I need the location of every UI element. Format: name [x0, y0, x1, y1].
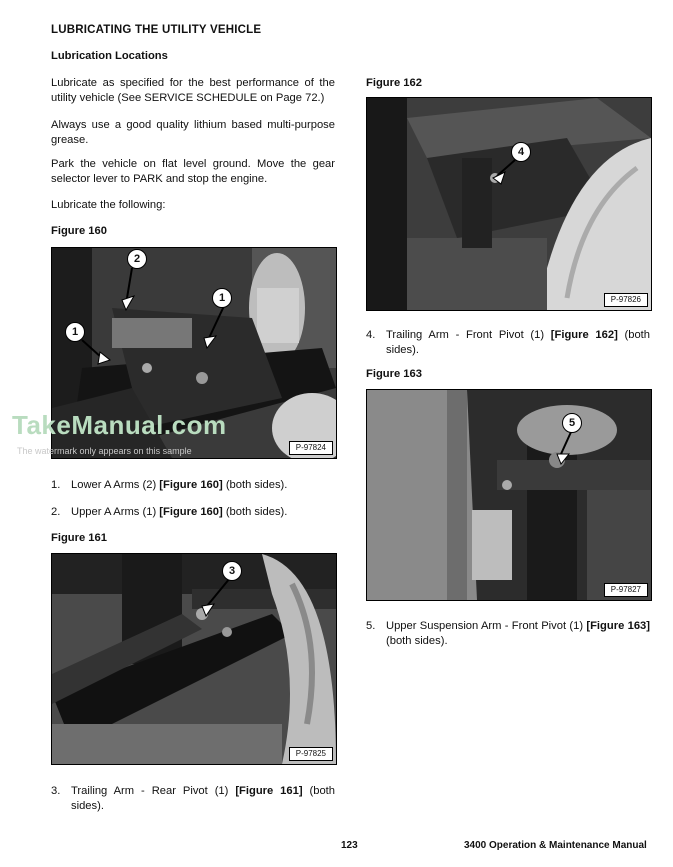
figure-163-illustration: [367, 390, 651, 600]
figure-160-label: Figure 160: [51, 225, 107, 237]
item-2-number: 2.: [51, 506, 61, 518]
item-1-tail: (both sides).: [222, 479, 288, 491]
item-3-tail: (both: [302, 785, 336, 797]
callout-1-lower: 1: [65, 322, 85, 342]
park-line-2: selector lever to PARK and stop the engine.: [51, 172, 268, 185]
lubricate-paragraph: Lubricate the following:: [51, 199, 166, 211]
list-item-1: [51, 478, 335, 493]
callout-2: 2: [127, 249, 147, 269]
callout-4: 4: [511, 142, 531, 162]
item-3-ref: [Figure 161]: [235, 785, 303, 797]
watermark-notice: The watermark only appears on this sample: [17, 446, 192, 456]
page-title: LUBRICATING THE UTILITY VEHICLE: [51, 24, 262, 36]
figure-161-label: Figure 161: [51, 532, 107, 544]
figure-162-photo: [366, 97, 652, 311]
intro-line-2: utility vehicle (See SERVICE SCHEDULE on Page 72.): [51, 91, 325, 104]
list-item-4: [366, 328, 650, 358]
item-5-number: 5.: [366, 620, 376, 632]
item-4-tail: (both: [617, 329, 651, 341]
item-3-number: 3.: [51, 785, 61, 797]
list-item-5: [366, 619, 650, 649]
park-paragraph: [51, 157, 335, 186]
intro-line-1: Lubricate as specified for the best performance of the: [51, 77, 335, 89]
item-4-text: Trailing Arm - Front Pivot (1): [386, 329, 551, 341]
section-subtitle: Lubrication Locations: [51, 50, 168, 62]
callout-3: 3: [222, 561, 242, 581]
figure-162-part-number: P-97826: [604, 293, 648, 307]
manual-title: 3400 Operation & Maintenance Manual: [464, 840, 647, 851]
park-line-1: Park the vehicle on flat level ground. Move the gear: [51, 158, 335, 170]
item-1-text: Lower A Arms (2): [71, 479, 160, 491]
grease-paragraph: [51, 118, 335, 147]
figure-161-photo: [51, 553, 337, 765]
figure-162-illustration: [367, 98, 651, 310]
grease-line-2: grease.: [51, 133, 89, 146]
callout-5: 5: [562, 413, 582, 433]
item-4-tail2: sides).: [386, 343, 419, 356]
item-2-tail: (both sides).: [222, 506, 288, 518]
grease-line-1: Always use a good quality lithium based multi-purpose: [51, 119, 335, 131]
item-2-ref: [Figure 160]: [159, 506, 223, 518]
figure-161-part-number: P-97825: [289, 747, 333, 761]
item-4-number: 4.: [366, 329, 376, 341]
figure-160-part-number: P-97824: [289, 441, 333, 455]
callout-1-upper: 1: [212, 288, 232, 308]
item-5-ref: [Figure 163]: [586, 620, 650, 632]
item-1-ref: [Figure 160]: [159, 479, 223, 491]
item-5-tail2: (both sides).: [386, 634, 448, 647]
watermark-brand: TakeManual.com: [12, 410, 227, 440]
figure-163-label: Figure 163: [366, 368, 422, 380]
item-1-number: 1.: [51, 479, 61, 491]
figure-162-label: Figure 162: [366, 77, 422, 89]
list-item-3: [51, 784, 335, 814]
item-3-text: Trailing Arm - Rear Pivot (1): [71, 785, 236, 797]
item-2-text: Upper A Arms (1): [71, 506, 160, 518]
page-number: 123: [341, 840, 358, 851]
list-item-2: [51, 505, 335, 520]
item-4-ref: [Figure 162]: [550, 329, 618, 341]
intro-paragraph: [51, 76, 335, 105]
figure-163-part-number: P-97827: [604, 583, 648, 597]
item-5-text: Upper Suspension Arm - Front Pivot (1): [386, 620, 587, 632]
figure-161-illustration: [52, 554, 336, 764]
figure-163-photo: [366, 389, 652, 601]
item-3-tail2: sides).: [71, 799, 104, 812]
